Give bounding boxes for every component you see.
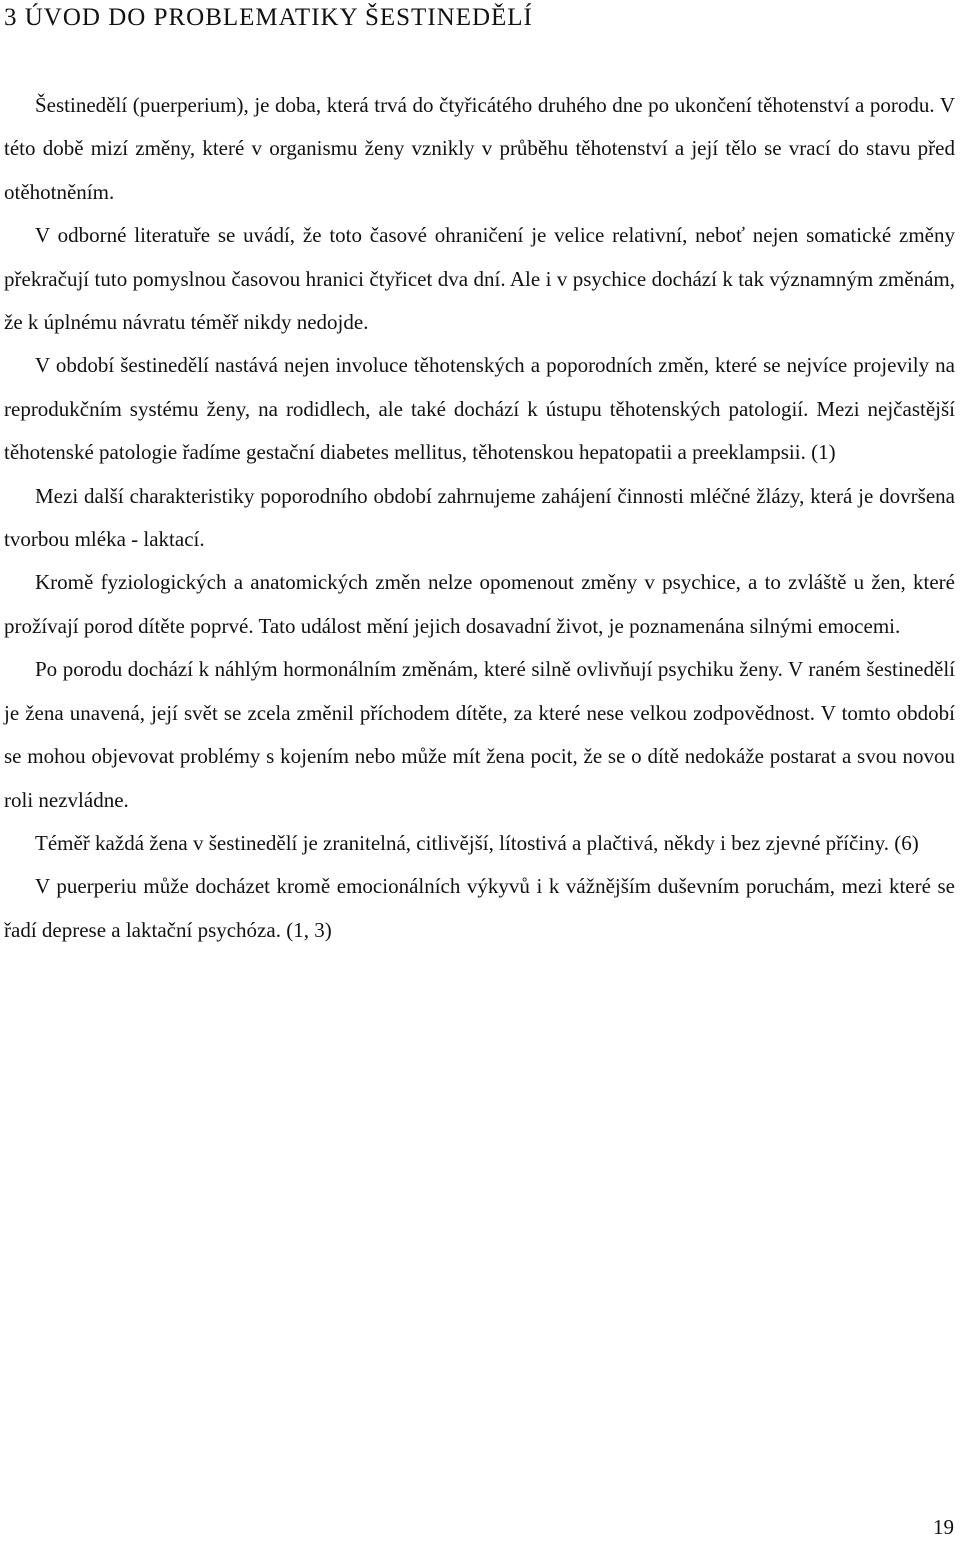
- paragraph: Po porodu dochází k náhlým hormonálním změnám, které silně ovlivňují psychiku ženy. V raném šestinedělí je žena unavená, její svět se zcela změnil příchodem dítěte, za které nese velkou zodpovědnost. V tomto období se mohou objevovat problémy s kojením nebo může mít žena pocit, že se o dítě nedokáže postarat a svou novou roli nezvládne.: [4, 657, 955, 812]
- chapter-heading: 3 ÚVOD DO PROBLEMATIKY ŠESTINEDĚLÍ: [4, 4, 533, 31]
- body-text: [4, 84, 955, 952]
- paragraph: Kromě fyziologických a anatomických změn nelze opomenout změny v psychice, a to zvláště u žen, které prožívají porod dítěte poprvé. Tato událost mění jejich dosavadní život, je poznamenána silnými emocemi.: [4, 570, 955, 638]
- page-number: 19: [933, 1515, 954, 1539]
- paragraph: Téměř každá žena v šestinedělí je zranitelná, citlivější, lítostivá a plačtivá, někdy i bez zjevné příčiny. (6): [35, 830, 919, 855]
- paragraph: V puerperiu může docházet kromě emocionálních výkyvů i k vážnějším duševním poruchám, mezi které se řadí deprese a laktační psychóza. (1, 3): [4, 874, 955, 942]
- paragraph: V období šestinedělí nastává nejen involuce těhotenských a poporodních změn, které se nejvíce projevily na reprodukčním systému ženy, na rodidlech, ale také dochází k ústupu těhotenských patologií. Mezi nejčastější těhotenské patologie řadíme gestační diabetes mellitus, těhotenskou hepatopatii a preeklampsii. (1): [4, 353, 955, 465]
- paragraph: V odborné literatuře se uvádí, že toto časové ohraničení je velice relativní, neboť nejen somatické změny překračují tuto pomyslnou časovou hranici čtyřicet dva dní. Ale i v psychice dochází k tak významným změnám, že k úplnému návratu téměř nikdy nedojde.: [4, 223, 955, 335]
- paragraph: Mezi další charakteristiky poporodního období zahrnujeme zahájení činnosti mléčné žlázy, která je dovršena tvorbou mléka - laktací.: [4, 483, 955, 552]
- paragraph: Šestinedělí (puerperium), je doba, která trvá do čtyřicátého druhého dne po ukončení těhotenství a porodu. V této době mizí změny, které v organismu ženy vznikly v průběhu těhotenství a její tělo se vrací do stavu před otěhotněním.: [4, 93, 955, 204]
